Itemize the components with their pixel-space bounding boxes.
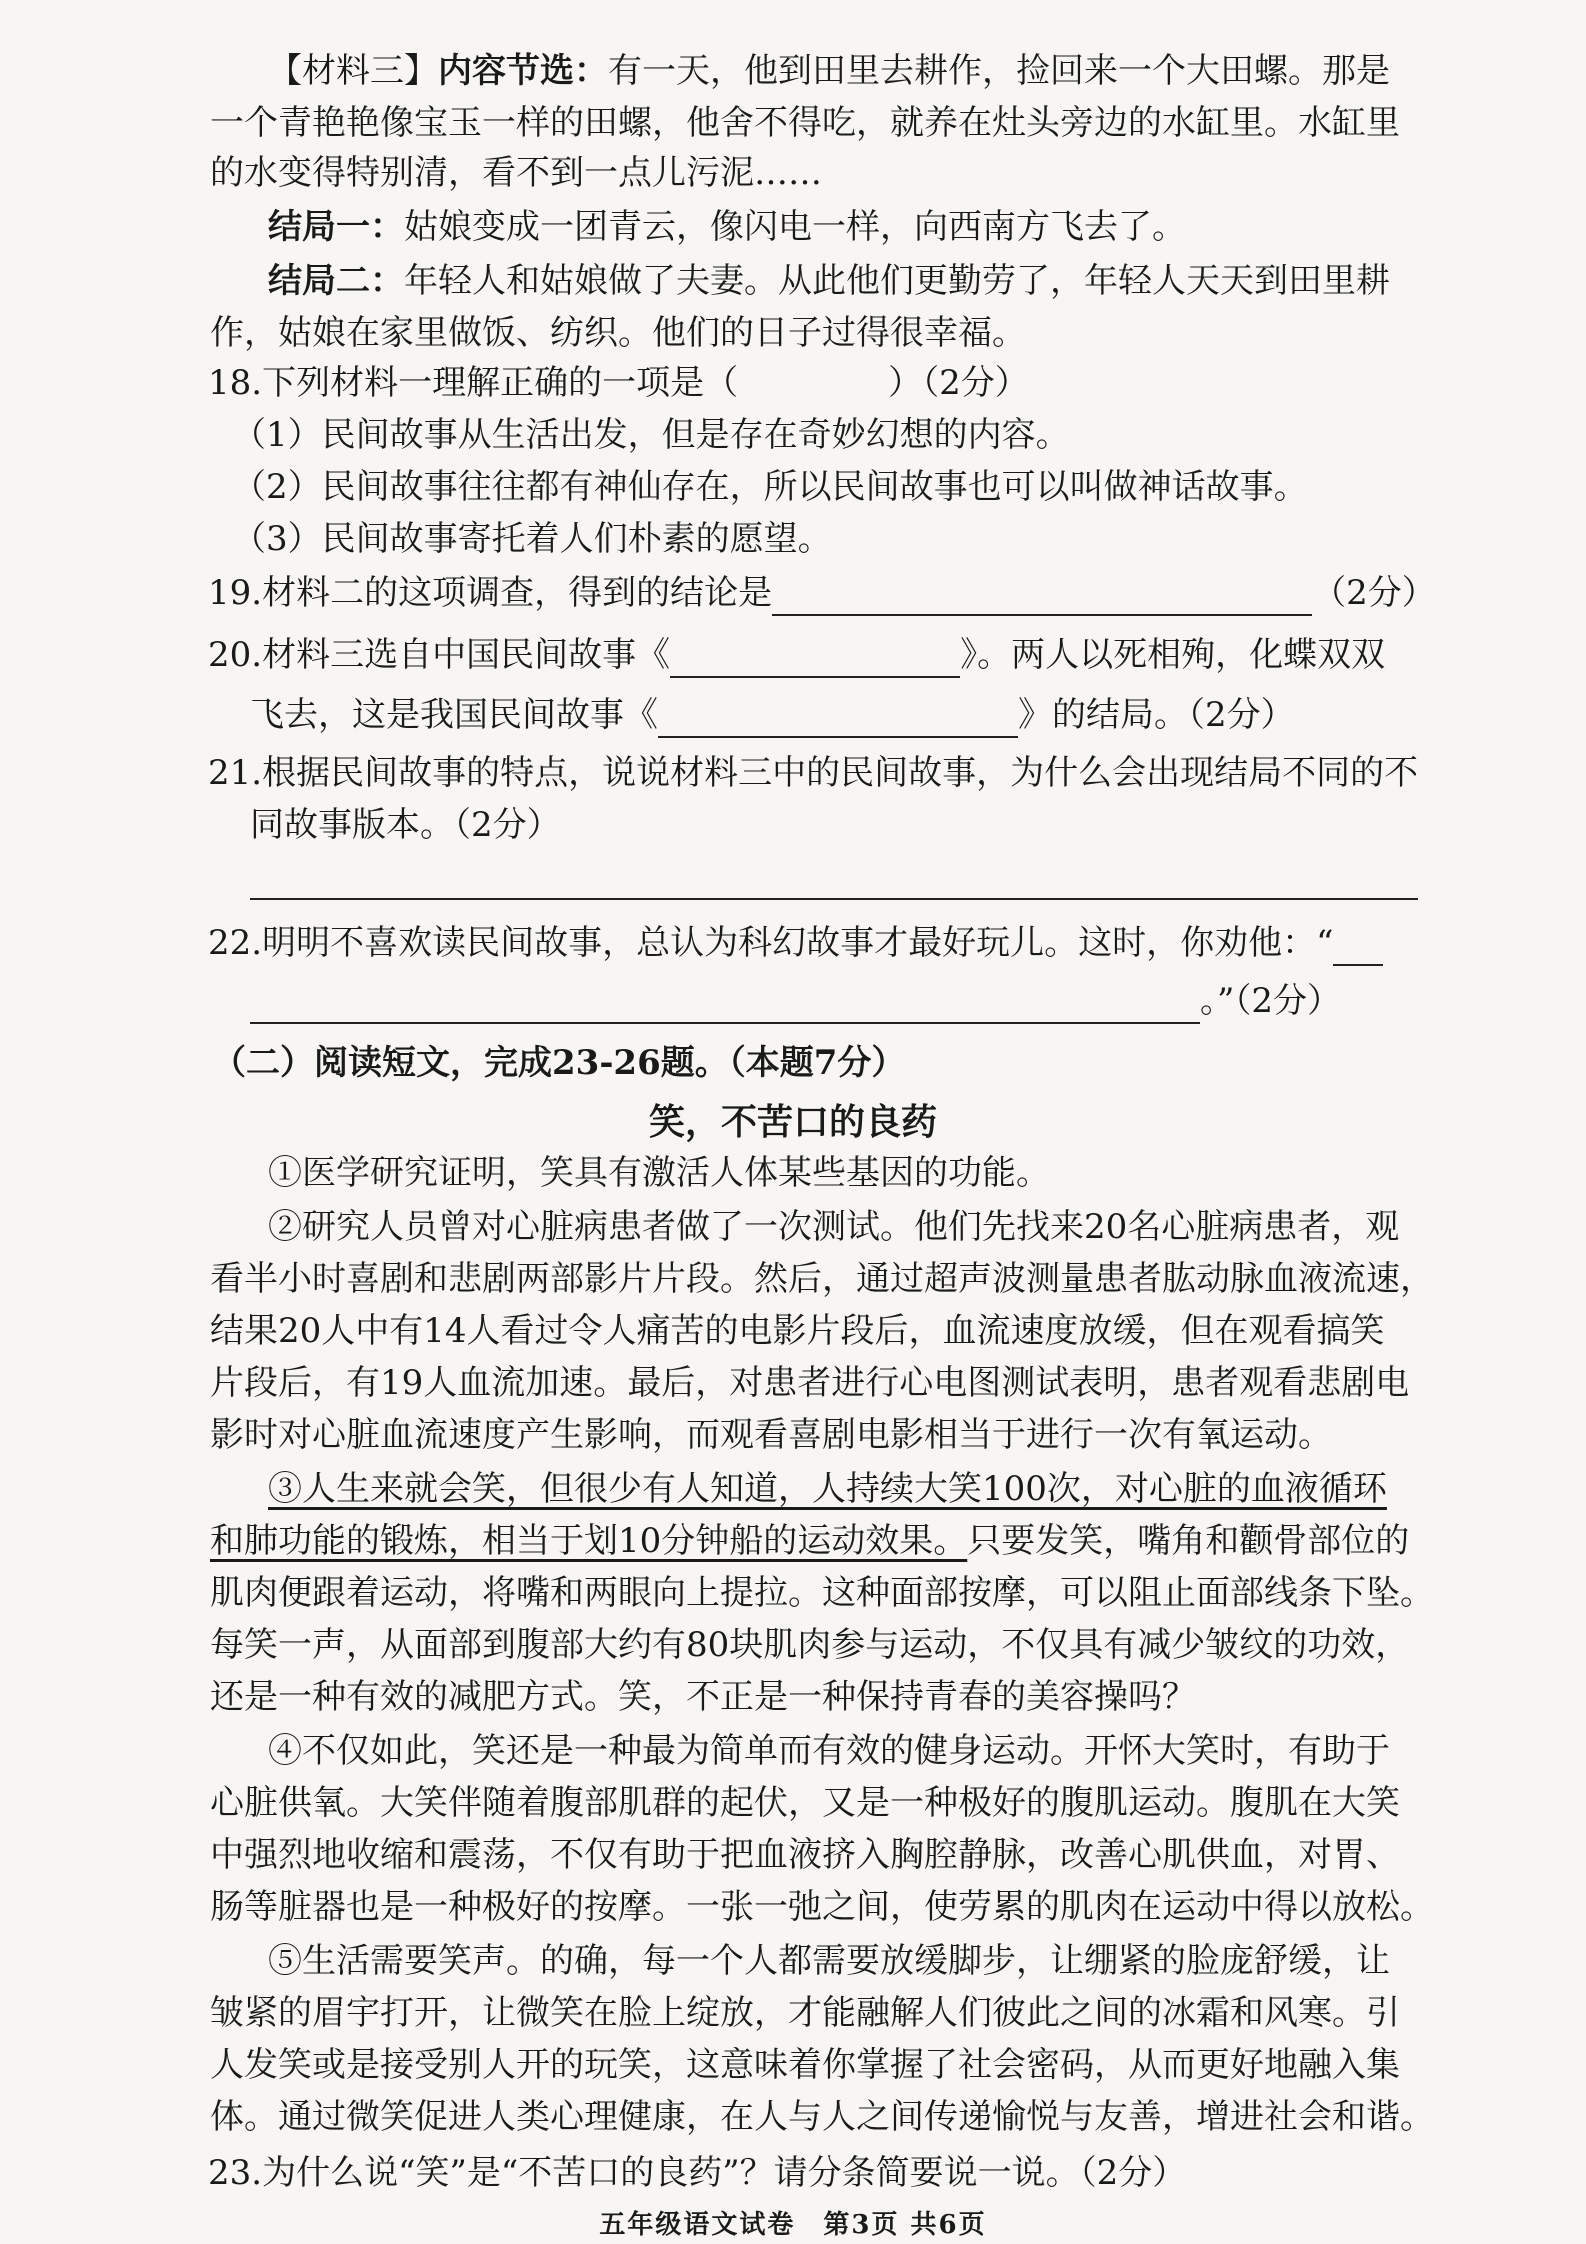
q20-answer-blank-1[interactable] bbox=[670, 640, 960, 678]
q22-end: 。”（2分） bbox=[1200, 981, 1342, 1021]
q18-option-1: （1）民间故事从生活出发，但是存在奇妙幻想的内容。 bbox=[232, 415, 1070, 455]
ending2-text: 年轻人和姑娘做了夫妻。从此他们更勤劳了，年轻人天天到田里耕 bbox=[404, 261, 1390, 301]
article-p5-l4: 体。通过微笑促进人类心理健康，在人与人之间传递愉悦与友善，增进社会和谐。 bbox=[210, 2097, 1434, 2137]
ending1 bbox=[268, 204, 1478, 250]
article-p4-l3: 中强烈地收缩和震荡，不仅有助于把血液挤入胸腔静脉，改善心肌供血，对胃、 bbox=[210, 1835, 1400, 1875]
article-p2-l3: 结果20人中有14人看过令人痛苦的电影片段后，血流速度放缓，但在观看搞笑 bbox=[210, 1311, 1385, 1351]
material3-text: 有一天，他到田里去耕作，捡回来一个大田螺。那是 bbox=[608, 51, 1390, 91]
ending2-continued: 作，姑娘在家里做饭、纺织。他们的日子过得很幸福。 bbox=[210, 313, 1026, 353]
article-title: 笑，不苦口的良药 bbox=[648, 1101, 937, 1143]
q22-answer-blank[interactable] bbox=[250, 986, 1200, 1024]
article-p2-l2: 看半小时喜剧和悲剧两部影片片段。然后，通过超声波测量患者肱动脉血液流速， bbox=[210, 1259, 1434, 1299]
question-21-line2: 同故事版本。（2分） bbox=[250, 805, 561, 845]
q20-answer-blank-2[interactable] bbox=[658, 700, 1018, 738]
q20-stem-d: 》的结局。（2分） bbox=[1018, 695, 1295, 735]
article-p5-l2: 皱紧的眉宇打开，让微笑在脸上绽放，才能融解人们彼此之间的冰霜和风寒。引 bbox=[210, 1993, 1400, 2033]
q20-stem-a: 20.材料三选自中国民间故事《 bbox=[208, 635, 671, 675]
question-21-line1: 21.根据民间故事的特点，说说材料三中的民间故事，为什么会出现结局不同的不 bbox=[208, 753, 1419, 793]
section-2-header: （二）阅读短文，完成23-26题。（本题7分） bbox=[212, 1043, 906, 1083]
article-p3-l1: ③人生来就会笑，但很少有人知道，人持续大笑100次，对心脏的血液循环 bbox=[268, 1469, 1387, 1509]
ending2 bbox=[268, 258, 1478, 304]
q22-answer-blank-start[interactable] bbox=[1333, 928, 1383, 966]
ending1-text: 姑娘变成一团青云，像闪电一样，向西南方飞去了。 bbox=[404, 207, 1186, 247]
q18-option-3: （3）民间故事寄托着人们朴素的愿望。 bbox=[232, 519, 832, 559]
article-p5-l1: ⑤生活需要笑声。的确，每一个人都需要放缓脚步，让绷紧的脸庞舒缓，让 bbox=[268, 1941, 1390, 1981]
article-p3-l5: 还是一种有效的减肥方式。笑，不正是一种保持青春的美容操吗？ bbox=[210, 1677, 1196, 1717]
ending1-label: 结局一： bbox=[268, 207, 404, 247]
q18-stem: 18.下列材料一理解正确的一项是（ bbox=[208, 363, 739, 403]
page-footer: 五年级语文试卷 第3页 共6页 bbox=[599, 2210, 987, 2240]
material3-line1 bbox=[268, 48, 1478, 94]
ending2-label: 结局二： bbox=[268, 261, 404, 301]
article-p2-l4: 片段后，有19人血流加速。最后，对患者进行心电图测试表明，患者观看悲剧电 bbox=[210, 1363, 1410, 1403]
material3-line2: 一个青艳艳像宝玉一样的田螺，他舍不得吃，就养在灶头旁边的水缸里。水缸里 bbox=[210, 103, 1400, 143]
question-22-line2 bbox=[250, 978, 1460, 1024]
article-p2-l1: ②研究人员曾对心脏病患者做了一次测试。他们先找来20名心脏病患者，观 bbox=[268, 1207, 1400, 1247]
q21-answer-line[interactable] bbox=[250, 898, 1418, 900]
question-20-line2 bbox=[250, 692, 1460, 738]
material3-label: 【材料三】 bbox=[268, 51, 438, 91]
question-19 bbox=[208, 570, 1436, 616]
question-22-line1 bbox=[208, 920, 1418, 966]
q22-stem: 22.明明不喜欢读民间故事，总认为科幻故事才最好玩儿。这时，你劝他：“ bbox=[208, 923, 1334, 963]
q18-option-2: （2）民间故事往往都有神仙存在，所以民间故事也可以叫做神话故事。 bbox=[232, 467, 1308, 507]
q20-stem-c: 飞去，这是我国民间故事《 bbox=[250, 695, 658, 735]
material3-line3: 的水变得特别清，看不到一点儿污泥…… bbox=[210, 153, 822, 193]
excerpt-label: 内容节选： bbox=[438, 51, 608, 91]
q19-stem: 19.材料二的这项调查，得到的结论是 bbox=[208, 573, 773, 613]
q18-score: ）（2分） bbox=[888, 363, 1029, 403]
q19-score: （2分） bbox=[1312, 573, 1436, 613]
article-p1: ①医学研究证明，笑具有激活人体某些基因的功能。 bbox=[268, 1153, 1050, 1193]
article-p3-l4: 每笑一声，从面部到腹部大约有80块肌肉参与运动，不仅具有减少皱纹的功效， bbox=[210, 1625, 1410, 1665]
question-20-line1 bbox=[208, 632, 1418, 678]
article-p3-l2-rest: 只要发笑，嘴角和颧骨部位的 bbox=[967, 1521, 1410, 1561]
article-p5-l3: 人发笑或是接受别人开的玩笑，这意味着你掌握了社会密码，从而更好地融入集 bbox=[210, 2045, 1400, 2085]
article-p4-l4: 肠等脏器也是一种极好的按摩。一张一弛之间，使劳累的肌肉在运动中得以放松。 bbox=[210, 1887, 1434, 1927]
article-p4-l2: 心脏供氧。大笑伴随着腹部肌群的起伏，又是一种极好的腹肌运动。腹肌在大笑 bbox=[210, 1783, 1400, 1823]
article-p2-l5: 影时对心脏血流速度产生影响，而观看喜剧电影相当于进行一次有氧运动。 bbox=[210, 1415, 1332, 1455]
article-p3-underlined: 和肺功能的锻炼，相当于划10分钟船的运动效果。 bbox=[210, 1521, 968, 1561]
article-p3-l3: 肌肉便跟着运动，将嘴和两眼向上提拉。这种面部按摩，可以阻止面部线条下坠。 bbox=[210, 1573, 1434, 1613]
question-18 bbox=[208, 360, 1418, 406]
article-p3-l2 bbox=[210, 1518, 1420, 1564]
q19-answer-blank[interactable] bbox=[772, 578, 1312, 616]
q20-stem-b: 》。两人以死相殉，化蝶双双 bbox=[960, 635, 1386, 675]
article-p4-l1: ④不仅如此，笑还是一种最为简单而有效的健身运动。开怀大笑时，有助于 bbox=[268, 1731, 1390, 1771]
question-23: 23.为什么说“笑”是“不苦口的良药”？请分条简要说一说。（2分） bbox=[208, 2153, 1187, 2193]
